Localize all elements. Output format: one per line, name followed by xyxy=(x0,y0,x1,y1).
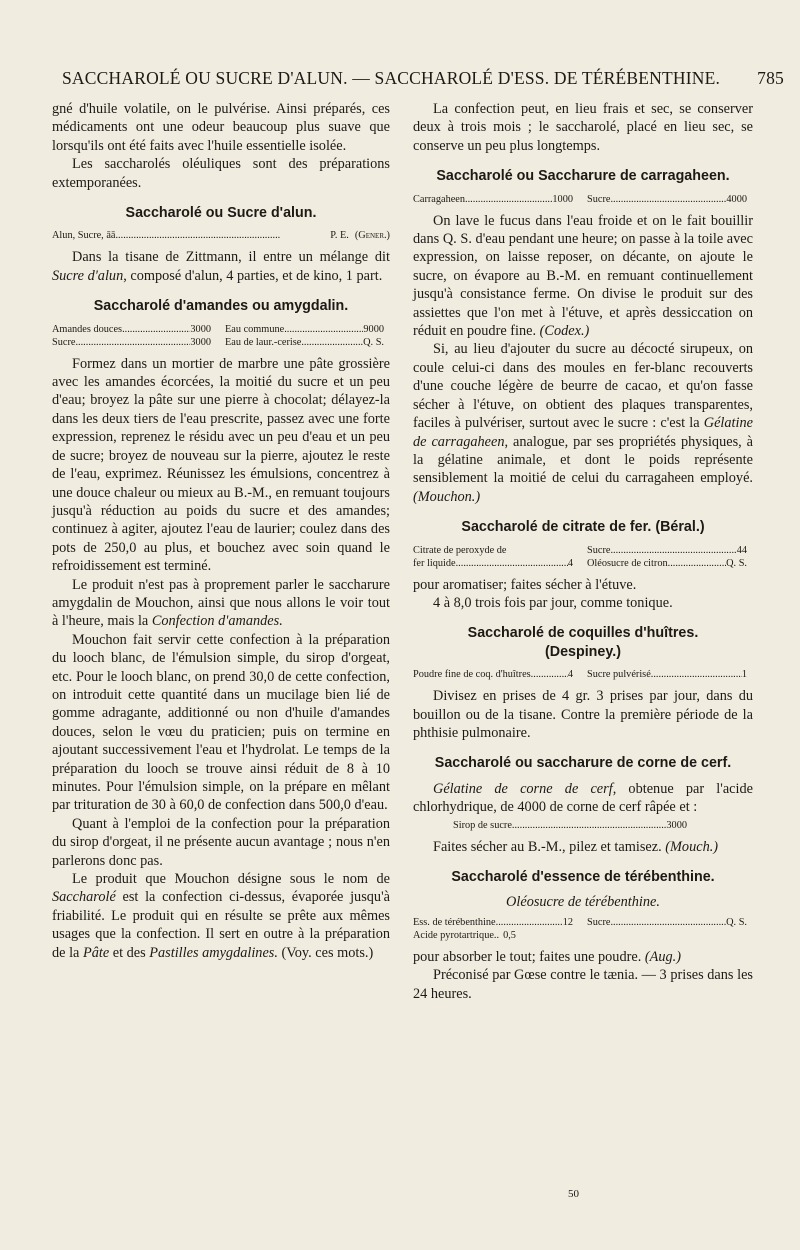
recipe-table: Sirop de sucre ..... 3000 xyxy=(413,819,753,832)
paragraph: Divisez en prises de 4 gr. 3 prises par jour, dans du bouillon ou de la tisane. Contre la première période de la phthisie pulmonaire. xyxy=(413,688,753,741)
paragraph: Formez dans un mortier de marbre une pâte grossière avec les amandes écorcées, la moitié du sucre et un peu d'eau; broyez la pâte sur une pierre à chocolat; délayez-la dans les deux tiers de l'eau prescrite, passez avec une forte expression, reprenez le résidu avec un peu d'eau et un peu de sucre; broyez de nouveau sur la pierre, ajoutez le reste de l'eau, exprimez. Réunissez les émulsions, concentrez à une douce chaleur ou mieux au B.-M., en remuant toujours jusqu'à réduction au poids du sucre et des amandes; continuez à agiter, ajoutez l'eau de laurier; coulez dans des pots de 250,0 au plus, et bouchez avec soin quand le refroidissement est terminé. xyxy=(52,355,390,575)
recipe-quantity: P. E. xyxy=(330,230,349,242)
paragraph: Gélatine de corne de cerf, obtenue par l'acide chlorhydrique, de 4000 de corne de cerf râpée et : xyxy=(413,780,753,816)
recipe-table: Carragaheen ..... 1000 Sucre ..... 4000 xyxy=(413,193,753,206)
paragraph: pour absorber le tout; faites une poudre. (Aug.) xyxy=(413,948,682,965)
paragraph: Le produit que Mouchon désigne sous le nom de Saccharolé est la confection ci-dessus, évaporée jusqu'à friabilité. Le produit qui en résulte se prête aux mêmes usages que la confection. Il sert en outre à la préparation de la Pâte et des Pastilles amygdalines. (Voy. ces mots.) xyxy=(52,871,390,961)
section-title: Saccharolé de citrate de fer. (Béral.) xyxy=(461,519,705,536)
section-subtitle: Oléosucre de térébenthine. xyxy=(506,894,660,911)
recipe-source: (Gener.) xyxy=(354,230,390,242)
paragraph: Mouchon fait servir cette confection à la préparation du looch blanc, de l'émulsion simple, du sirop d'orgeat, etc. Pour le looch blanc, on prend 30,0 de cette confection, on introduit cette quantité dans un mucilage bien lié de gomme adragante, additionné ou non d'huile d'amandes douces, selon le vœu du praticien; puis on termine en ajoutant successivement l'eau et l'hydrolat. Le temps de la préparation du looch se trouve ainsi réduit de 8 à 10 minutes. Pour l'émulsion simple, on la prépare en mêlant par trituration de 30 à 60,0 de confection dans 500,0 d'eau. xyxy=(52,631,390,814)
recipe-table xyxy=(52,229,390,242)
recipe-table: Poudre fine de coq. d'huîtres. ..... 4 Sucre pulvérisé. ..... 1 xyxy=(413,668,753,681)
paragraph: Faites sécher au B.-M., pilez et tamisez. (Mouch.) xyxy=(433,838,719,855)
section-title: Saccharolé d'essence de térébenthine. xyxy=(451,869,715,885)
paragraph: Le produit n'est pas à proprement parler le saccharure amygdalin de Mouchon, ainsi que nous allons le voir tout à l'heure, mais la Confection d'amandes. xyxy=(52,576,390,630)
left-column xyxy=(52,100,390,962)
paragraph: Si, au lieu d'ajouter du sucre au décocté sirupeux, on coule celui-ci dans des moules en fer-blanc recouverts d'une couche légère de beurre de cacao, et qu'on fasse sécher à l'étuve, on obtient des plaques transparentes, faciles à pulvériser, surtout avec le sucre : c'est la Gélatine de carragaheen, analogue, par ses propriétés physiques, à la gélatine animale, et dont le poids représente sensiblement la moitié de celui du carragaheen employé. (Mouchon.) xyxy=(413,341,754,505)
right-column xyxy=(413,100,753,1003)
section-title: Saccharolé d'amandes ou amygdalin. xyxy=(93,298,349,315)
paragraph: Dans la tisane de Zittmann, il entre un mélange dit Sucre d'alun, composé d'alun, 4 parties, et de kino, 1 part. xyxy=(52,249,390,284)
paragraph: 4 à 8,0 trois fois par jour, comme tonique. xyxy=(433,594,673,611)
recipe-ingredient: Alun, Sucre, āā xyxy=(52,230,116,242)
section-title: Saccharolé ou Sucre d'alun. xyxy=(125,205,317,222)
recipe-table: Ess. de térébenthine. ..... 12 Sucre ..... Q. S. Acide pyrotartrique.. 0,5 xyxy=(413,916,753,942)
paragraph: Quant à l'emploi de la confection pour la préparation du sirop d'orgeat, il ne présente aucun avantage ; nous n'en parlerons donc pas. xyxy=(52,815,390,869)
paragraph: On lave le fucus dans l'eau froide et on le fait bouillir dans Q. S. d'eau pendant une heure; on passe à la toile avec expression, on laisse reposer, on décante, on ajoute le sucre, on évapore au B.-M. en remuant continuellement jusqu'à consistance ferme. On divise le produit sur des assiettes que l'on met à l'étuve, et après dessiccation on réduit en poudre fine. (Codex.) xyxy=(413,212,753,340)
running-header xyxy=(62,68,784,89)
paragraph: La confection peut, en lieu frais et sec, se conserver deux à trois mois ; le saccharolé, placé en lieu sec, se conserve un peu plus longtemps. xyxy=(413,101,753,154)
section-title: Saccharolé ou saccharure de corne de cerf. xyxy=(434,755,732,772)
recipe-table: Amandes douces ..... 3000 Eau commune ..... 9000 Sucre ..... 3000 Eau de laur.-cerise ..... Q. S. xyxy=(52,323,390,349)
paragraph: Préconisé par Gœse contre le tænia. — 3 prises dans les 24 heures. xyxy=(413,967,753,1002)
paragraph: Les saccharolés oléuliques sont des préparations extemporanées. xyxy=(52,156,390,191)
section-title: Saccharolé ou Saccharure de carragaheen. xyxy=(436,168,730,185)
recipe-table: Citrate de peroxyde de Sucre ..... 44 fer liquide ..... 4 Oléosucre de citron. ..... Q. S. xyxy=(413,544,753,570)
paragraph: gné d'huile volatile, on le pulvérise. Ainsi préparés, ces médicaments ont une odeur beaucoup plus suave que lorsqu'ils ont été faits avec l'huile essentielle isolée. xyxy=(52,101,390,154)
section-title: Saccharolé de coquilles d'huîtres. xyxy=(467,625,699,642)
signature-mark: 50 xyxy=(568,1188,579,1200)
section-title-attribution: (Despiney.) xyxy=(544,643,621,660)
page-number: 785 xyxy=(757,68,784,88)
running-title: SACCHAROLÉ OU SUCRE D'ALUN. — SACCHAROLÉ D'ESS. DE TÉRÉBENTHINE. xyxy=(62,68,721,88)
paragraph: pour aromatiser; faites sécher à l'étuve. xyxy=(413,576,637,593)
